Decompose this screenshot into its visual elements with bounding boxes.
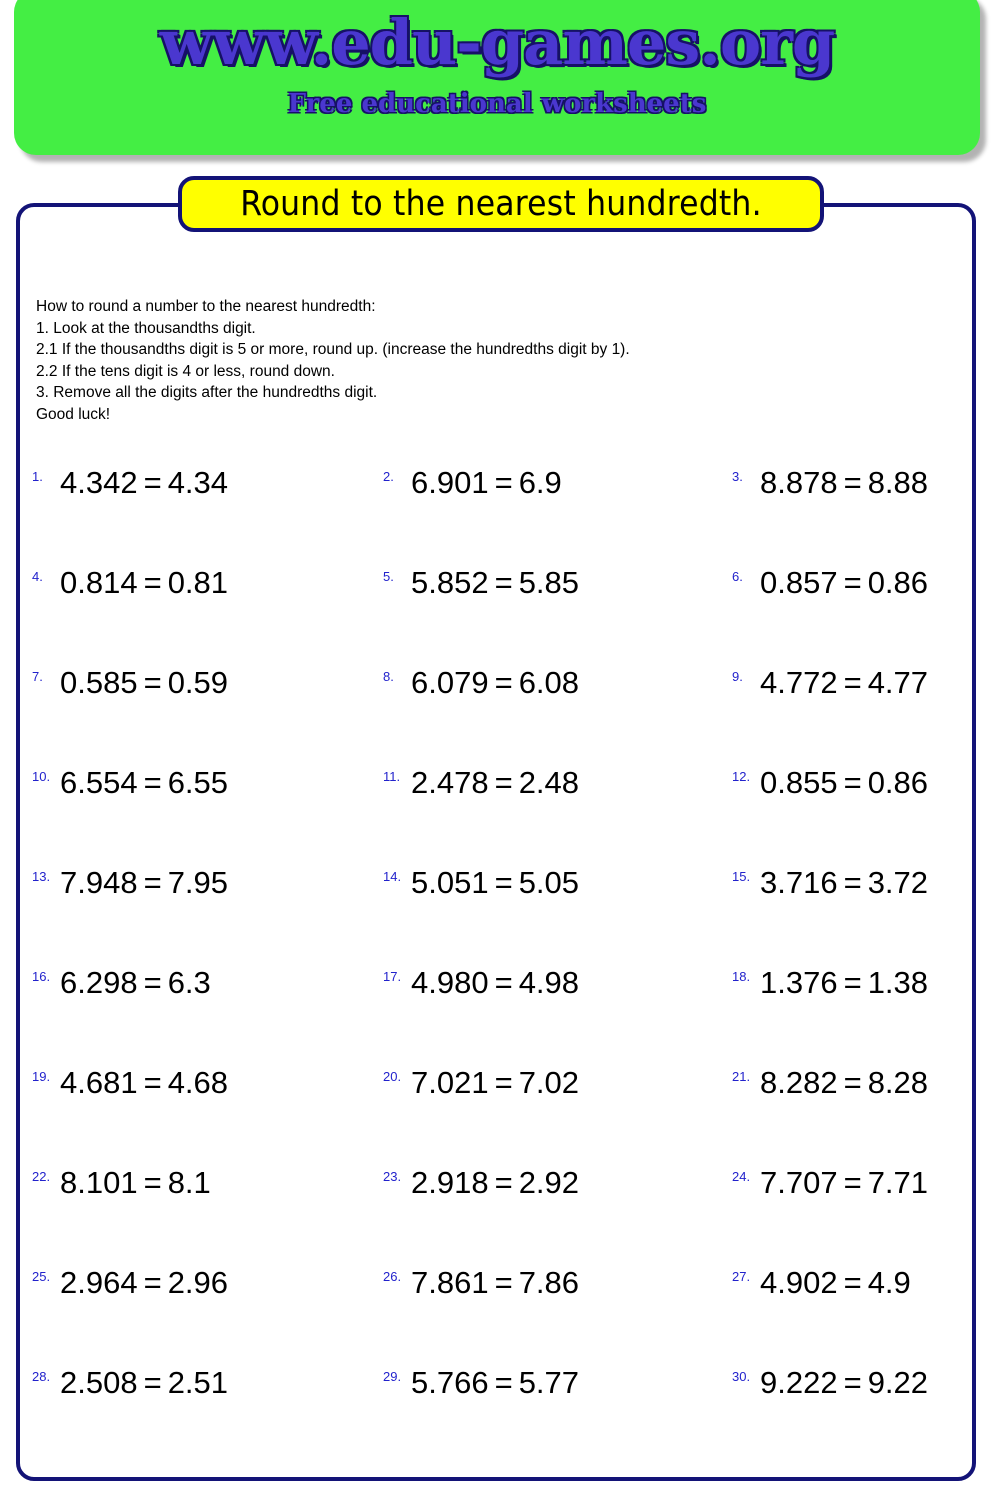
site-banner [14, 0, 980, 155]
equals-sign: = [143, 1065, 162, 1100]
problem-number: 29. [383, 1369, 402, 1384]
problem-item [32, 566, 228, 600]
problem-number: 6. [732, 569, 743, 584]
problem-number: 8. [383, 669, 394, 684]
problem-value: 6.554 [60, 765, 138, 800]
problem-number: 9. [732, 669, 743, 684]
instruction-line: Good luck! [36, 405, 111, 423]
equals-sign: = [843, 1365, 862, 1400]
problem-expression [756, 866, 928, 900]
instruction-line: 3. Remove all the digits after the hundredths digit. [36, 384, 378, 401]
problem-value: 4.980 [411, 965, 489, 1000]
problem-expression [407, 866, 579, 900]
problem-answer[interactable]: 5.85 [518, 565, 580, 600]
problem-answer[interactable]: 3.72 [867, 865, 929, 900]
instruction-line: 2.1 If the thousandths digit is 5 or more, round up. (increase the hundredths digit by 1). [36, 341, 630, 358]
problem-item [383, 1166, 579, 1200]
problem-number: 12. [732, 769, 751, 784]
problem-item [32, 766, 228, 800]
equals-sign: = [843, 465, 862, 500]
problem-expression [407, 766, 579, 800]
problem-item [32, 666, 228, 700]
problem-expression [407, 666, 579, 700]
problem-answer[interactable]: 2.92 [518, 1165, 580, 1200]
problem-row [0, 966, 1000, 1066]
problem-value: 7.861 [411, 1265, 489, 1300]
problem-expression [756, 1266, 911, 1300]
problem-number: 10. [32, 769, 51, 784]
instruction-line: 2.2 If the tens digit is 4 or less, round down. [36, 362, 335, 380]
problem-item [383, 666, 579, 700]
problem-expression [56, 666, 228, 700]
problem-expression [56, 1366, 228, 1400]
equals-sign: = [143, 1165, 162, 1200]
problem-answer[interactable]: 4.34 [167, 465, 229, 500]
problem-item [732, 1166, 928, 1200]
problem-row [0, 466, 1000, 566]
problem-number: 18. [732, 969, 751, 984]
problem-item [732, 1366, 928, 1400]
problem-expression [756, 666, 928, 700]
problem-expression [756, 1066, 928, 1100]
problem-number: 25. [32, 1269, 51, 1284]
problem-answer[interactable]: 8.88 [867, 465, 929, 500]
equals-sign: = [143, 465, 162, 500]
equals-sign: = [143, 1365, 162, 1400]
problem-item [32, 1266, 228, 1300]
equals-sign: = [143, 965, 162, 1000]
problem-item [732, 666, 928, 700]
problem-item [32, 466, 228, 500]
problem-value: 9.222 [760, 1365, 838, 1400]
equals-sign: = [843, 1265, 862, 1300]
problem-value: 1.376 [760, 965, 838, 1000]
problem-answer[interactable]: 6.08 [518, 665, 580, 700]
equals-sign: = [843, 865, 862, 900]
problem-number: 20. [383, 1069, 402, 1084]
equals-sign: = [843, 965, 862, 1000]
problem-value: 5.852 [411, 565, 489, 600]
problem-number: 30. [732, 1369, 751, 1384]
problem-row [0, 1266, 1000, 1366]
problem-value: 8.878 [760, 465, 838, 500]
equals-sign: = [843, 765, 862, 800]
problem-answer[interactable]: 5.77 [518, 1365, 580, 1400]
problem-expression [56, 466, 228, 500]
problem-expression [756, 1366, 928, 1400]
problem-number: 13. [32, 869, 51, 884]
problem-answer[interactable]: 8.1 [167, 1165, 211, 1200]
problem-expression [407, 1066, 579, 1100]
problem-answer[interactable]: 6.55 [167, 765, 229, 800]
problem-value: 0.855 [760, 765, 838, 800]
problem-answer[interactable]: 8.28 [867, 1065, 929, 1100]
problem-value: 3.716 [760, 865, 838, 900]
problem-value: 4.902 [760, 1265, 838, 1300]
problem-number: 26. [383, 1269, 402, 1284]
problem-answer[interactable]: 6.9 [518, 465, 562, 500]
problem-value: 2.918 [411, 1165, 489, 1200]
problem-expression [56, 1166, 211, 1200]
equals-sign: = [494, 465, 513, 500]
problem-row [0, 866, 1000, 966]
problem-value: 4.681 [60, 1065, 138, 1100]
equals-sign: = [494, 1265, 513, 1300]
problem-number: 2. [383, 469, 394, 484]
problem-answer[interactable]: 9.22 [867, 1365, 929, 1400]
equals-sign: = [143, 665, 162, 700]
problem-item [732, 1266, 911, 1300]
problem-item [383, 1366, 579, 1400]
problem-number: 1. [32, 469, 43, 484]
problem-value: 6.079 [411, 665, 489, 700]
problem-item [383, 966, 579, 1000]
equals-sign: = [494, 865, 513, 900]
problem-expression [756, 766, 928, 800]
equals-sign: = [494, 565, 513, 600]
problem-expression [407, 966, 579, 1000]
problem-row [0, 1166, 1000, 1266]
problem-answer[interactable]: 0.59 [167, 665, 229, 700]
problem-value: 2.478 [411, 765, 489, 800]
problem-answer[interactable]: 5.05 [518, 865, 580, 900]
problem-expression [756, 966, 928, 1000]
equals-sign: = [843, 565, 862, 600]
problem-expression [407, 1266, 579, 1300]
problem-expression [407, 1166, 579, 1200]
problem-value: 5.051 [411, 865, 489, 900]
problem-expression [407, 1366, 579, 1400]
problem-value: 0.857 [760, 565, 838, 600]
problem-number: 11. [383, 769, 401, 784]
problem-number: 21. [732, 1069, 751, 1084]
problem-answer[interactable]: 4.9 [867, 1265, 911, 1300]
problem-number: 17. [383, 969, 402, 984]
equals-sign: = [494, 765, 513, 800]
problem-value: 0.585 [60, 665, 138, 700]
problem-item [383, 766, 579, 800]
equals-sign: = [494, 1165, 513, 1200]
instructions-block [36, 296, 936, 425]
problem-expression [56, 966, 211, 1000]
problem-expression [56, 1066, 228, 1100]
problem-answer[interactable]: 4.98 [518, 965, 580, 1000]
problem-expression [756, 466, 928, 500]
problem-answer[interactable]: 7.02 [518, 1065, 580, 1100]
instruction-line: 1. Look at the thousandths digit. [36, 319, 256, 337]
equals-sign: = [494, 1365, 513, 1400]
problem-number: 14. [383, 869, 402, 884]
problem-expression [756, 566, 928, 600]
equals-sign: = [143, 565, 162, 600]
problem-value: 7.021 [411, 1065, 489, 1100]
problem-row [0, 1066, 1000, 1166]
problem-answer[interactable]: 2.96 [167, 1265, 229, 1300]
instruction-line: How to round a number to the nearest hundredth: [36, 298, 376, 315]
problem-value: 0.814 [60, 565, 138, 600]
problem-row [0, 666, 1000, 766]
problem-row [0, 1366, 1000, 1466]
problem-number: 28. [32, 1369, 51, 1384]
problem-item [732, 866, 928, 900]
equals-sign: = [843, 1165, 862, 1200]
equals-sign: = [494, 665, 513, 700]
problem-number: 27. [732, 1269, 751, 1284]
problem-item [383, 566, 579, 600]
equals-sign: = [494, 965, 513, 1000]
problem-value: 8.282 [760, 1065, 838, 1100]
site-subtitle: Free educational worksheets [287, 89, 707, 119]
problem-number: 5. [383, 569, 394, 584]
equals-sign: = [843, 1065, 862, 1100]
problem-expression [56, 866, 228, 900]
problem-item [732, 966, 928, 1000]
problem-answer[interactable]: 2.48 [518, 765, 580, 800]
problem-row [0, 766, 1000, 866]
equals-sign: = [143, 1265, 162, 1300]
problem-number: 22. [32, 1169, 51, 1184]
problem-answer[interactable]: 0.86 [867, 565, 929, 600]
problem-value: 7.707 [760, 1165, 838, 1200]
problem-number: 24. [732, 1169, 751, 1184]
problem-value: 5.766 [411, 1365, 489, 1400]
problem-expression [56, 566, 228, 600]
problem-value: 6.298 [60, 965, 138, 1000]
problem-value: 2.964 [60, 1265, 138, 1300]
problem-number: 15. [732, 869, 751, 884]
problem-value: 8.101 [60, 1165, 138, 1200]
problem-grid [0, 466, 1000, 1466]
problem-item [732, 566, 928, 600]
problem-item [32, 866, 228, 900]
problem-item [383, 1266, 579, 1300]
problem-answer[interactable]: 0.81 [167, 565, 229, 600]
problem-item [732, 766, 928, 800]
problem-number: 23. [383, 1169, 402, 1184]
problem-item [383, 466, 562, 500]
problem-item [32, 1166, 211, 1200]
problem-item [32, 1066, 228, 1100]
problem-expression [407, 466, 562, 500]
problem-expression [56, 766, 228, 800]
equals-sign: = [143, 765, 162, 800]
problem-item [732, 1066, 928, 1100]
problem-expression [756, 1166, 928, 1200]
site-title: www.edu-games.org [159, 6, 835, 79]
problem-number: 4. [32, 569, 43, 584]
problem-answer[interactable]: 7.71 [867, 1165, 929, 1200]
problem-answer[interactable]: 6.3 [167, 965, 211, 1000]
problem-expression [56, 1266, 228, 1300]
problem-value: 7.948 [60, 865, 138, 900]
problem-answer[interactable]: 7.95 [167, 865, 229, 900]
worksheet-title: Round to the nearest hundredth. [240, 184, 762, 224]
problem-answer[interactable]: 0.86 [867, 765, 929, 800]
problem-value: 6.901 [411, 465, 489, 500]
equals-sign: = [843, 665, 862, 700]
problem-value: 2.508 [60, 1365, 138, 1400]
problem-number: 3. [732, 469, 743, 484]
equals-sign: = [494, 1065, 513, 1100]
problem-answer[interactable]: 2.51 [167, 1365, 229, 1400]
problem-answer[interactable]: 4.68 [167, 1065, 229, 1100]
problem-number: 7. [32, 669, 43, 684]
problem-number: 19. [32, 1069, 51, 1084]
problem-answer[interactable]: 7.86 [518, 1265, 580, 1300]
equals-sign: = [143, 865, 162, 900]
problem-answer[interactable]: 4.77 [867, 665, 929, 700]
problem-item [32, 966, 211, 1000]
problem-expression [407, 566, 579, 600]
problem-row [0, 566, 1000, 666]
problem-item [383, 866, 579, 900]
problem-item [32, 1366, 228, 1400]
worksheet-title-badge [178, 176, 824, 232]
problem-value: 4.772 [760, 665, 838, 700]
problem-item [383, 1066, 579, 1100]
problem-number: 16. [32, 969, 51, 984]
problem-item [732, 466, 928, 500]
problem-answer[interactable]: 1.38 [867, 965, 929, 1000]
problem-value: 4.342 [60, 465, 138, 500]
